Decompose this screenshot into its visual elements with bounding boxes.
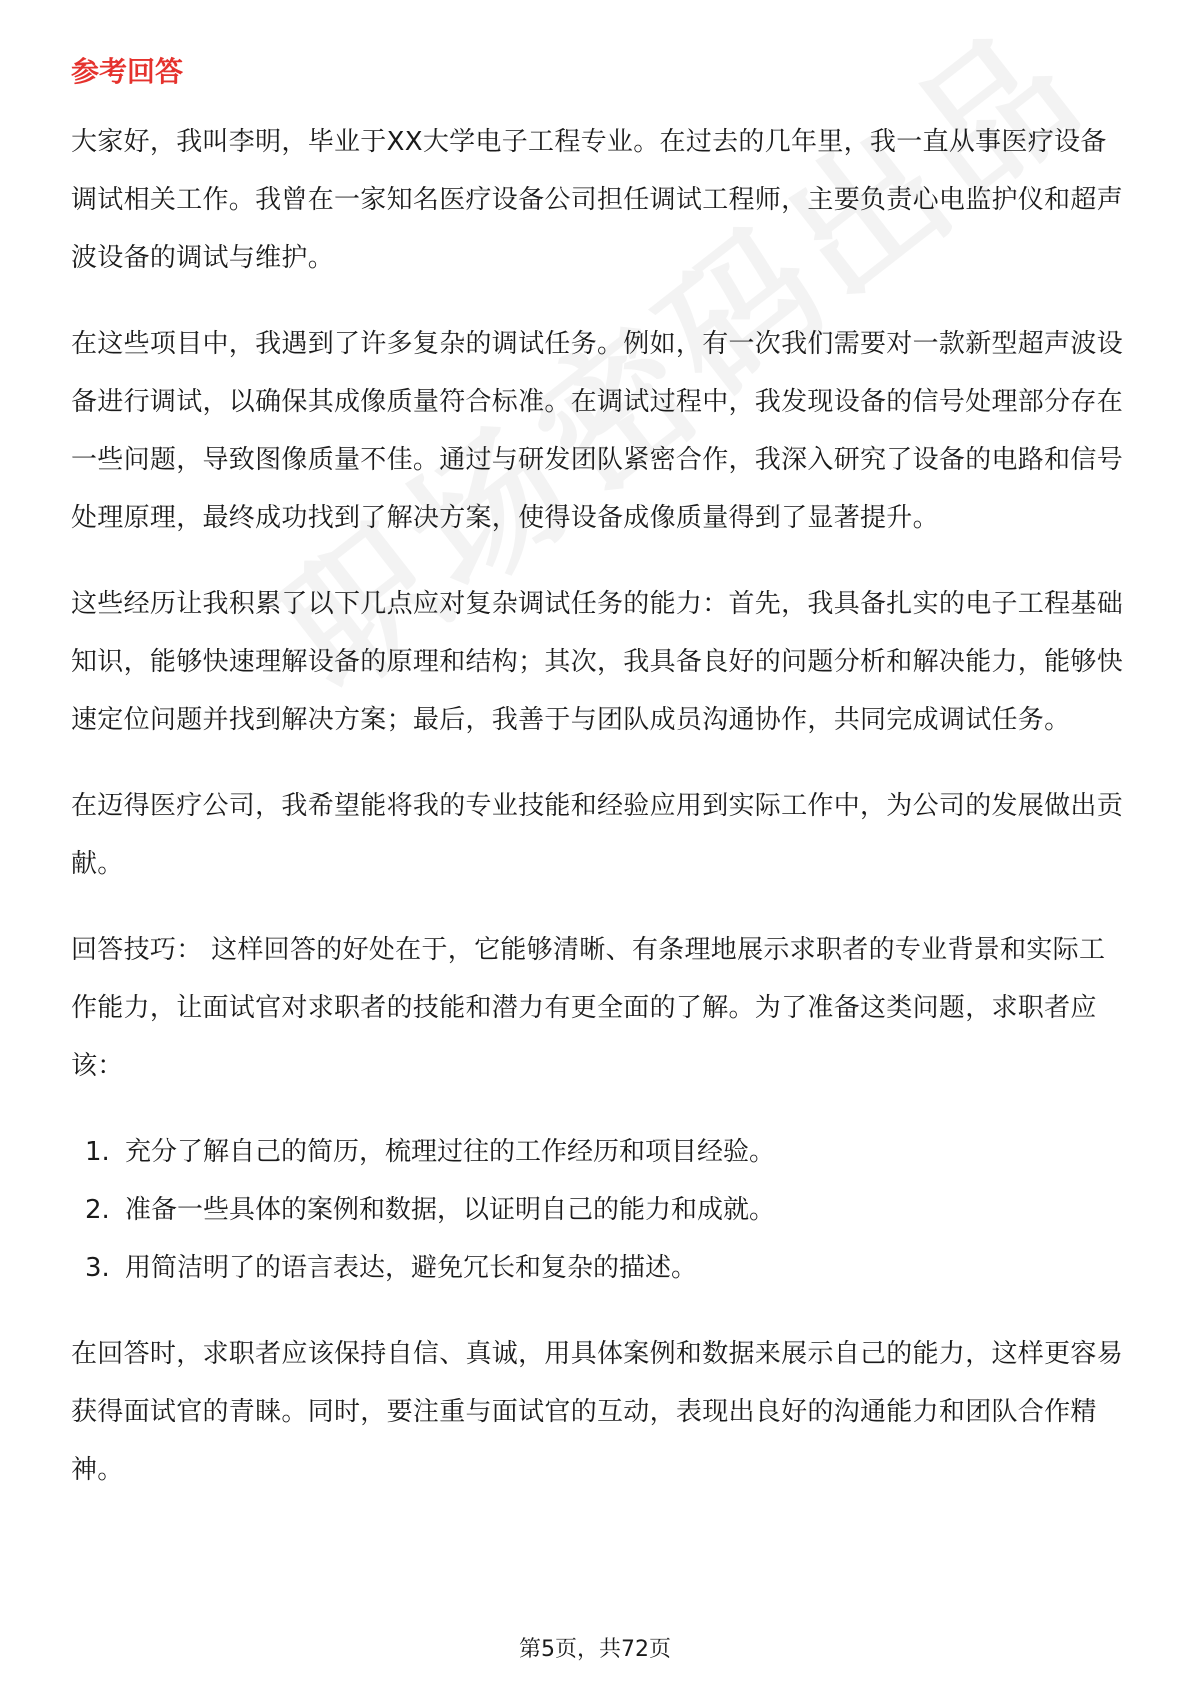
list-item	[71, 1181, 1131, 1239]
paragraph-goal: 在迈得医疗公司，我希望能将我的专业技能和经验应用到实际工作中，为公司的发展做出贡献。	[71, 791, 1124, 879]
list-item-number: 2.	[85, 1195, 110, 1225]
list-item-text: 准备一些具体的案例和数据，以证明自己的能力和成就。	[125, 1195, 776, 1225]
list-item-text: 用简洁明了的语言表达，避免冗长和复杂的描述。	[125, 1253, 698, 1283]
list-item-number: 1.	[85, 1137, 110, 1167]
answer-body	[71, 113, 1131, 1527]
paragraph-intro: 大家好，我叫李明，毕业于XX大学电子工程专业。在过去的几年里，我一直从事医疗设备调试相关工作。我曾在一家知名医疗设备公司担任调试工程师，主要负责心电监护仪和超声波设备的调试与维护。	[71, 127, 1124, 273]
page-number: 第5页，共72页	[519, 1637, 671, 1662]
paragraph-tips: 回答技巧： 这样回答的好处在于，它能够清晰、有条理地展示求职者的专业背景和实际工作能力，让面试官对求职者的技能和潜力有更全面的了解。为了准备这类问题，求职者应该：	[71, 935, 1106, 1081]
paragraph-abilities: 这些经历让我积累了以下几点应对复杂调试任务的能力：首先，我具备扎实的电子工程基础知识，能够快速理解设备的原理和结构；其次，我具备良好的问题分析和解决能力，能够快速定位问题并找到解决方案；最后，我善于与团队成员沟通协作，共同完成调试任务。	[71, 589, 1124, 735]
list-item-number: 3.	[85, 1253, 110, 1283]
section-heading: 参考回答	[71, 55, 184, 88]
tips-list	[71, 1123, 1131, 1297]
list-item	[71, 1123, 1131, 1181]
paragraph-project: 在这些项目中，我遇到了许多复杂的调试任务。例如，有一次我们需要对一款新型超声波设备进行调试，以确保其成像质量符合标准。在调试过程中，我发现设备的信号处理部分存在一些问题，导致图像质量不佳。通过与研发团队紧密合作，我深入研究了设备的电路和信号处理原理，最终成功找到了解决方案，使得设备成像质量得到了显著提升。	[71, 329, 1124, 533]
paragraph-closing: 在回答时，求职者应该保持自信、真诚，用具体案例和数据来展示自己的能力，这样更容易获得面试官的青睐。同时，要注重与面试官的互动，表现出良好的沟通能力和团队合作精神。	[71, 1339, 1124, 1485]
list-item	[71, 1239, 1131, 1297]
list-item-text: 充分了解自己的简历，梳理过往的工作经历和项目经验。	[125, 1137, 776, 1167]
